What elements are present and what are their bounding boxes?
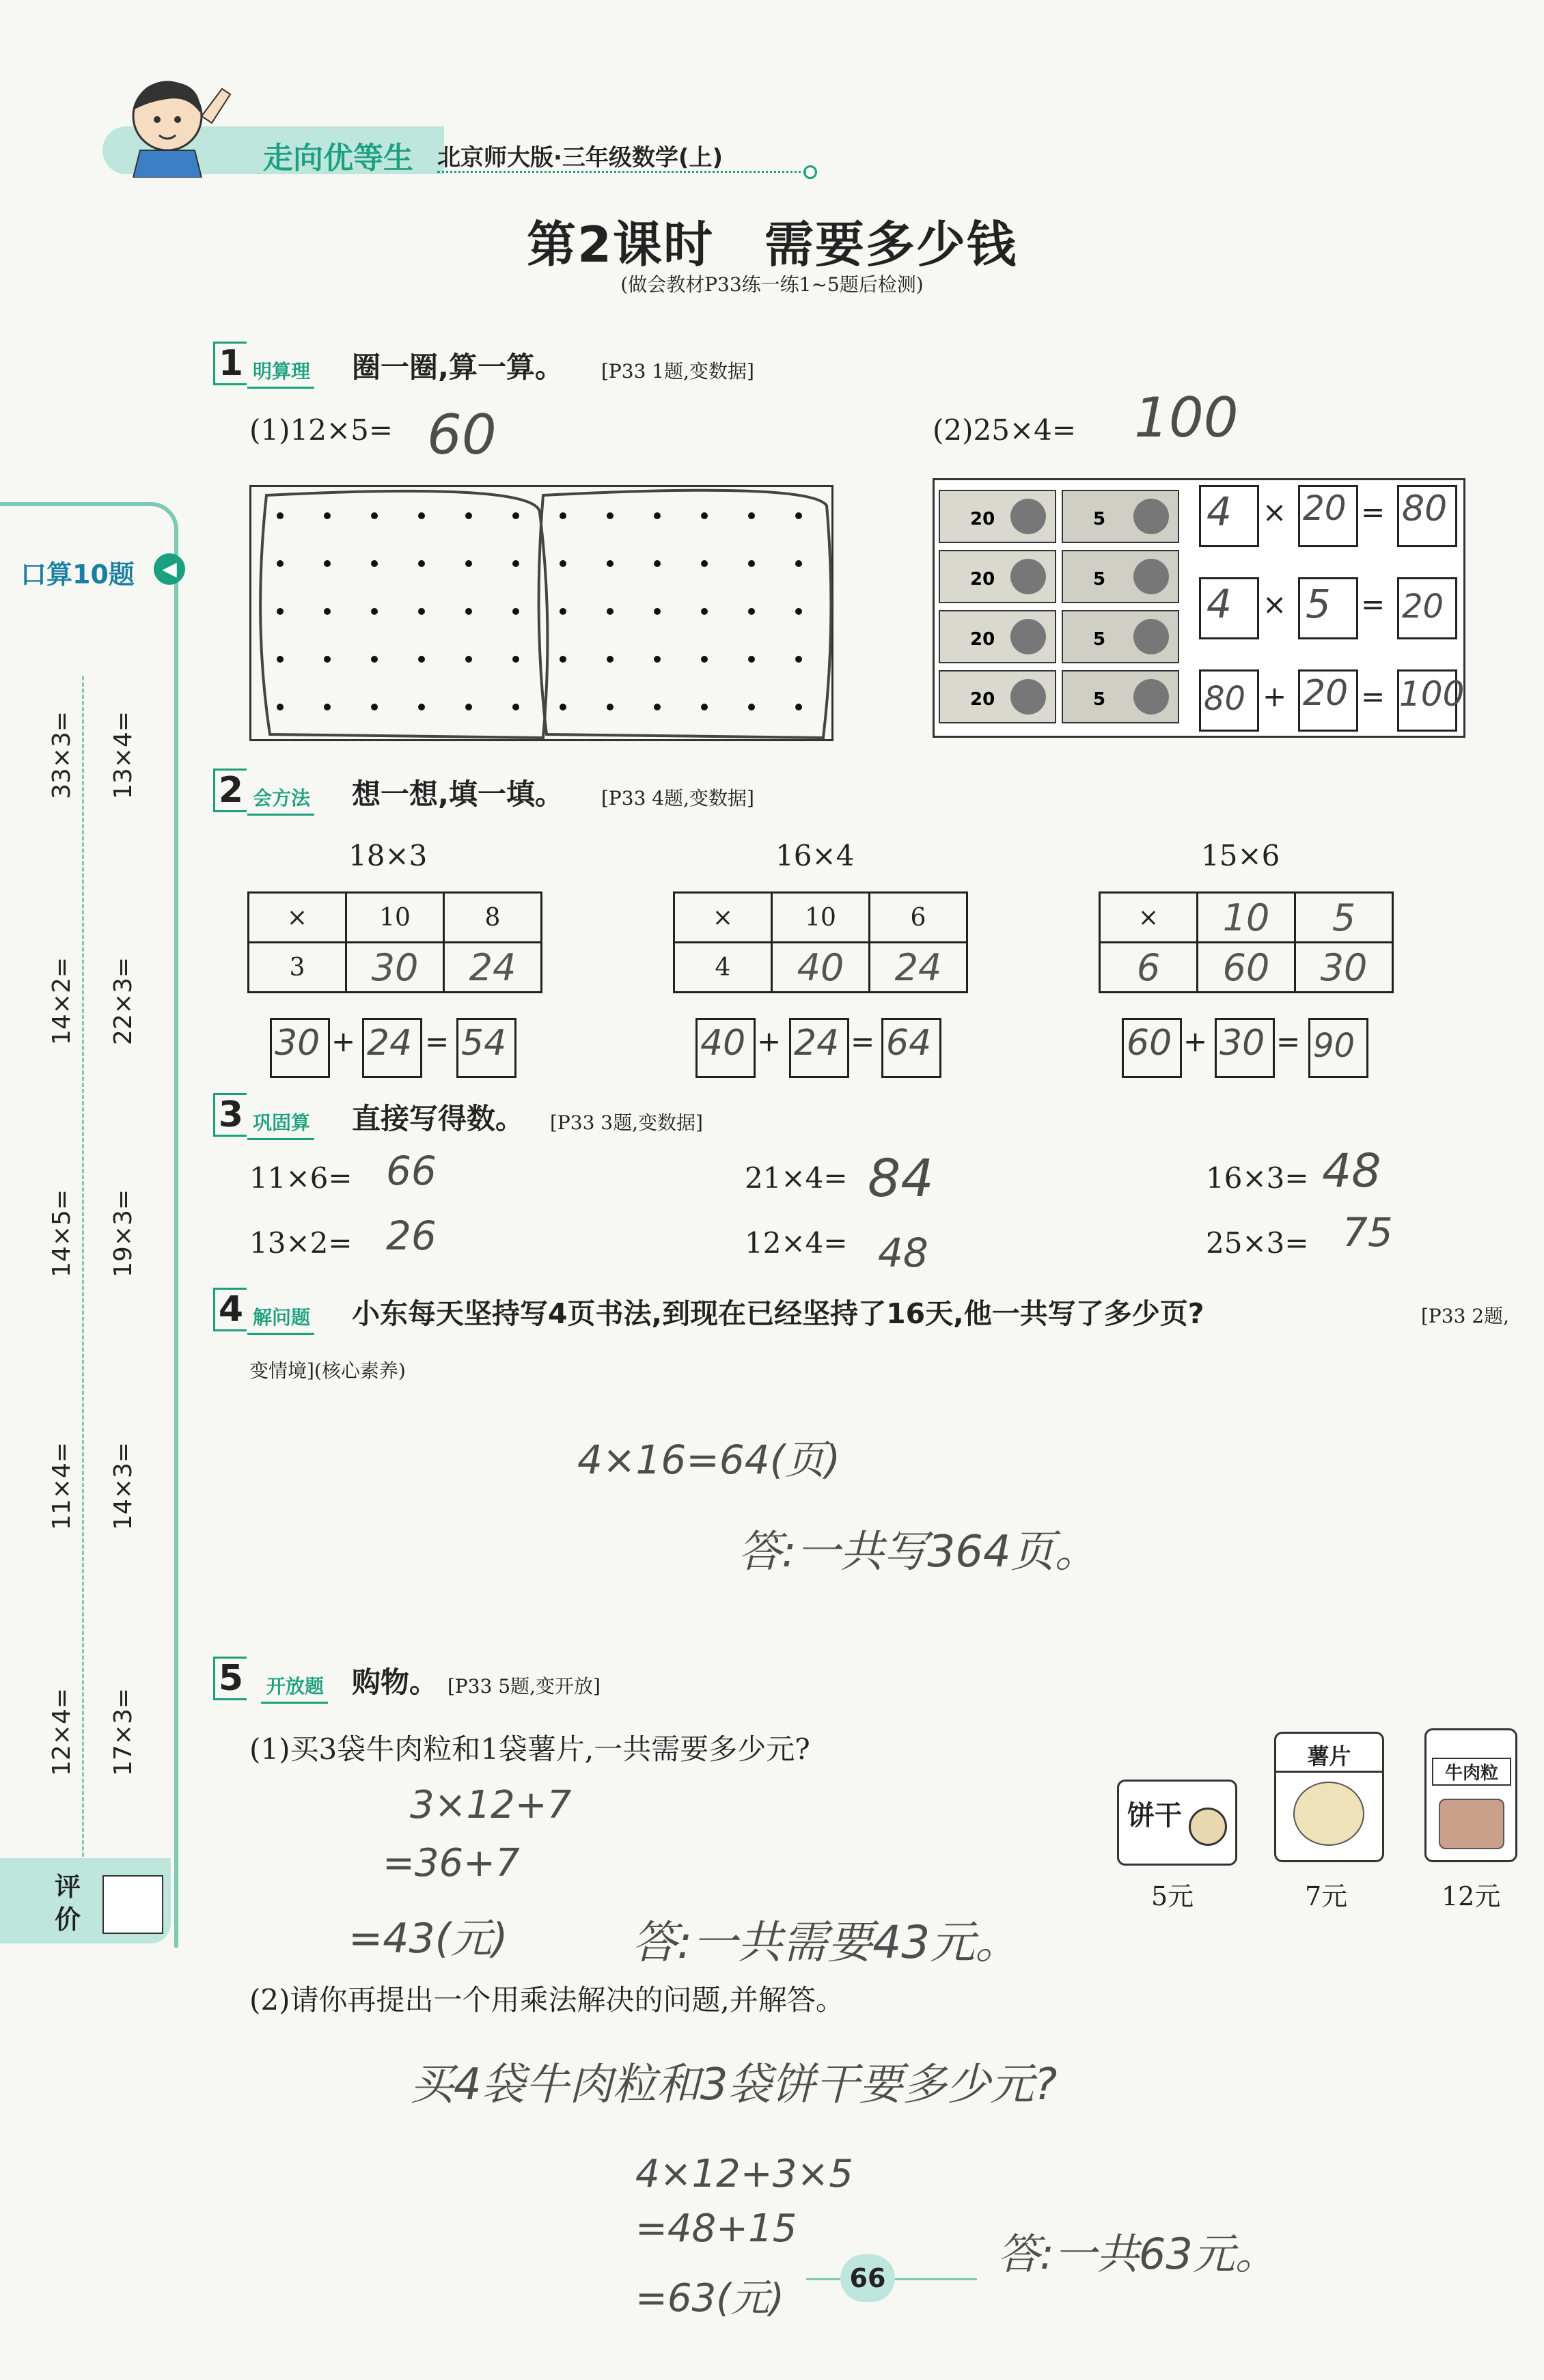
banknote-value: 5 <box>1093 689 1106 710</box>
equals-sign: = <box>851 1025 875 1058</box>
q1-box[interactable]: 80 <box>1199 669 1259 732</box>
q4-ref: [P33 2题, <box>1421 1305 1510 1327</box>
grid-dot <box>277 704 284 710</box>
table-cell-answer[interactable]: 6 <box>1100 943 1198 993</box>
oral-sidebar <box>0 502 178 1948</box>
grid-dot <box>418 656 425 663</box>
q2-box[interactable]: 40 <box>695 1018 756 1078</box>
grid-dot <box>607 608 614 615</box>
grid-dot <box>418 704 425 710</box>
table-cell: × <box>674 893 772 943</box>
grid-dot <box>277 560 284 567</box>
q3-item: 16×3= <box>1206 1161 1309 1195</box>
q5-part2: (2)请你再提出一个用乘法解决的问题,并解答。 <box>249 1983 844 2017</box>
multiply-sign: × <box>1263 495 1287 529</box>
q2-box[interactable]: 64 <box>881 1018 941 1078</box>
banknote-value: 20 <box>970 629 995 650</box>
grid-dot <box>371 512 378 519</box>
grid-dot <box>748 512 755 519</box>
oral-item: 33×3= <box>48 710 76 799</box>
q1-box[interactable]: 100 <box>1397 669 1457 732</box>
portrait-icon <box>1010 559 1046 594</box>
q5-question[interactable]: 买4袋牛肉粒和3袋饼干要多少元? <box>410 2060 1058 2110</box>
item-price: 12元 <box>1442 1881 1501 1911</box>
q1-box[interactable]: 80 <box>1397 485 1457 547</box>
plus-sign: + <box>1263 680 1287 713</box>
q3-answer[interactable]: 26 <box>386 1213 437 1259</box>
q3-item: 11×6= <box>249 1161 353 1195</box>
q1-part2: (2)25×4= <box>933 413 1077 447</box>
biscuit-icon <box>1189 1808 1227 1846</box>
grid-dot <box>701 656 708 663</box>
oral-item: 14×3= <box>109 1441 137 1530</box>
item-price: 7元 <box>1305 1881 1348 1911</box>
grid-dot <box>324 704 331 710</box>
grid-dot <box>512 704 519 710</box>
q3-item: 21×4= <box>745 1161 848 1195</box>
table-cell: × <box>249 893 346 943</box>
q2-box[interactable]: 24 <box>362 1018 422 1078</box>
q1-title: 圈一圈,算一算。 <box>352 350 564 384</box>
grid-dot <box>371 560 378 567</box>
grid-dot <box>512 512 519 519</box>
banknote-value: 20 <box>970 569 995 590</box>
grid-dot <box>701 512 708 519</box>
grid-dot <box>748 704 755 710</box>
portrait-icon <box>1010 679 1046 715</box>
q1-ref: [P33 1题,变数据] <box>601 360 754 383</box>
evaluation-label: 评价 <box>55 1872 81 1935</box>
table-cell-answer[interactable]: 60 <box>1198 943 1295 993</box>
q5-part1: (1)买3袋牛肉粒和1袋薯片,一共需要多少元? <box>249 1732 810 1766</box>
oral-item: 13×4= <box>109 710 137 799</box>
grid-dot <box>371 704 378 710</box>
q1-box[interactable]: 5 <box>1298 577 1358 639</box>
header-rule <box>437 171 806 173</box>
grid-dot <box>654 656 661 663</box>
q4-answer[interactable]: 答:一共写364页。 <box>738 1527 1099 1577</box>
table-cell: 10 <box>346 893 444 943</box>
grid-dot <box>277 656 284 663</box>
q5-number: 5 <box>213 1657 247 1700</box>
q3-tag: 巩固算 <box>247 1108 314 1140</box>
mascot-image <box>113 75 243 178</box>
dot-grid <box>249 485 833 741</box>
q1-box[interactable]: 4 <box>1199 577 1259 639</box>
banknote-value: 20 <box>970 509 995 529</box>
oral-label: 口算10题 <box>20 559 135 590</box>
q2-tag: 会方法 <box>247 784 314 816</box>
grid-dot <box>560 608 566 615</box>
item-name: 饼干 <box>1127 1800 1182 1831</box>
grid-dot <box>560 656 566 663</box>
table-cell-answer[interactable]: 30 <box>1295 943 1393 993</box>
banknote-value: 5 <box>1093 629 1106 650</box>
portrait-icon <box>1133 679 1169 715</box>
beef-pack-image <box>1424 1728 1517 1862</box>
oral-item: 14×2= <box>48 956 76 1045</box>
grid-dot <box>512 560 519 567</box>
grid-dot <box>795 560 802 567</box>
grid-dot <box>795 608 802 615</box>
portrait-icon <box>1133 499 1169 534</box>
grid-dot <box>465 512 472 519</box>
q2-title: 想一想,填一填。 <box>352 777 564 811</box>
grid-dot <box>701 608 708 615</box>
table-cell: 3 <box>249 943 346 993</box>
q2-table <box>247 891 542 993</box>
chips-icon <box>1293 1782 1364 1846</box>
grid-dot <box>748 608 755 615</box>
grid-dot <box>418 512 425 519</box>
series-title: 走向优等生 <box>263 141 413 176</box>
table-cell-answer[interactable]: 40 <box>772 943 870 993</box>
table-cell-answer[interactable]: 30 <box>346 943 444 993</box>
equals-sign: = <box>1361 587 1386 621</box>
q5-answer[interactable]: 答:一共63元。 <box>997 2229 1278 2279</box>
q4-ref-cont: 变情境](核心素养) <box>249 1359 406 1382</box>
grid-dot <box>748 656 755 663</box>
page-number: 66 <box>840 2254 895 2302</box>
oral-item: 22×3= <box>109 956 137 1045</box>
q4-number: 4 <box>213 1288 247 1331</box>
grid-dot <box>607 560 614 567</box>
portrait-icon <box>1133 619 1169 654</box>
table-cell: 4 <box>674 943 772 993</box>
q2-label: 15×6 <box>1201 839 1280 872</box>
item-name: 牛肉粒 <box>1432 1758 1511 1786</box>
grid-dot <box>654 704 661 710</box>
q5-work-line[interactable]: =63(元) <box>635 2276 784 2321</box>
lesson-note: (做会教材P33练一练1~5题后检测) <box>620 273 924 296</box>
q3-item: 25×3= <box>1206 1226 1309 1260</box>
chips-pack-image <box>1274 1732 1384 1862</box>
grid-dot <box>795 512 802 519</box>
grid-dot <box>748 560 755 567</box>
q3-item: 12×4= <box>745 1226 848 1260</box>
grid-dot <box>560 512 566 519</box>
q3-answer[interactable]: 66 <box>386 1148 437 1194</box>
portrait-icon <box>1010 619 1046 654</box>
q3-number: 3 <box>213 1093 247 1137</box>
table-cell-answer[interactable]: 24 <box>444 943 542 993</box>
q2-box[interactable]: 60 <box>1122 1018 1182 1078</box>
banknote-value: 20 <box>970 689 995 710</box>
beef-icon <box>1439 1799 1504 1849</box>
q3-answer[interactable]: 84 <box>868 1148 934 1208</box>
table-cell-answer[interactable]: 24 <box>870 943 967 993</box>
grid-dot <box>701 560 708 567</box>
grid-dot <box>512 656 519 663</box>
q5-work-line[interactable]: =43(元) <box>348 1915 508 1963</box>
q1-part2-answer[interactable]: 100 <box>1134 386 1239 449</box>
multiply-sign: × <box>1263 587 1287 621</box>
q2-label: 18×3 <box>348 839 428 872</box>
q2-table <box>673 891 968 993</box>
grid-dot <box>654 512 661 519</box>
equals-sign: = <box>1276 1025 1301 1058</box>
grid-dot <box>465 656 472 663</box>
grid-dot <box>418 560 425 567</box>
plus-sign: + <box>331 1025 356 1058</box>
q2-box[interactable]: 54 <box>456 1018 516 1078</box>
grid-dot <box>795 704 802 710</box>
oral-item: 12×4= <box>48 1687 76 1776</box>
q3-answer[interactable]: 75 <box>1342 1209 1393 1256</box>
grid-dot <box>512 608 519 615</box>
grid-dot <box>371 608 378 615</box>
table-cell-answer[interactable]: 5 <box>1295 893 1393 943</box>
plus-sign: + <box>757 1025 782 1058</box>
arrow-left-icon: ◀ <box>154 553 185 585</box>
banknote-value: 5 <box>1093 569 1106 590</box>
oral-item: 14×5= <box>48 1189 76 1277</box>
q5-answer[interactable]: 答:一共需要43元。 <box>632 1916 1021 1969</box>
q5-ref: [P33 5题,变开放] <box>447 1675 601 1698</box>
q3-item: 13×2= <box>249 1226 353 1260</box>
q5-title: 购物。 <box>352 1665 439 1699</box>
q2-box[interactable]: 24 <box>789 1018 849 1078</box>
equals-sign: = <box>1361 495 1386 529</box>
plus-sign: + <box>1183 1025 1208 1058</box>
grid-dot <box>277 512 284 519</box>
portrait-icon <box>1133 559 1169 594</box>
q2-table <box>1099 891 1394 993</box>
table-cell: × <box>1100 893 1198 943</box>
grid-dot <box>560 704 566 710</box>
grid-dot <box>324 656 331 663</box>
grid-dot <box>701 704 708 710</box>
lesson-title: 第2课时 需要多少钱 <box>526 216 1018 273</box>
header-dot <box>803 165 817 179</box>
q5-work-line[interactable]: 3×12+7 <box>410 1783 572 1827</box>
grid-dot <box>607 704 614 710</box>
grid-dot <box>654 560 661 567</box>
q4-tag: 解问题 <box>247 1303 314 1335</box>
edition-label: 北京师大版·三年级数学(上) <box>437 144 723 171</box>
q1-box[interactable]: 20 <box>1397 577 1457 639</box>
oral-item: 17×3= <box>109 1687 137 1776</box>
q2-box[interactable]: 30 <box>1215 1018 1275 1078</box>
table-cell-answer[interactable]: 10 <box>1198 893 1295 943</box>
q5-work-line[interactable]: =36+7 <box>383 1841 520 1885</box>
page-rule <box>895 2278 977 2280</box>
biscuit-pack-image <box>1117 1780 1237 1866</box>
q2-box[interactable]: 90 <box>1308 1018 1368 1078</box>
q1-part1: (1)12×5= <box>249 413 394 447</box>
equals-sign: = <box>1361 680 1386 713</box>
table-cell: 10 <box>772 893 870 943</box>
q2-number: 2 <box>213 769 247 812</box>
q3-ref: [P33 3题,变数据] <box>550 1111 703 1134</box>
page-rule <box>806 2278 840 2280</box>
q4-work[interactable]: 4×16=64(页) <box>577 1437 840 1483</box>
q1-box[interactable]: 20 <box>1298 669 1358 732</box>
grid-dot <box>560 560 566 567</box>
table-cell: 6 <box>870 893 967 943</box>
grid-dot <box>371 656 378 663</box>
q4-title: 小东每天坚持写4页书法,到现在已经坚持了16天,他一共写了多少页? <box>352 1297 1204 1330</box>
grid-dot <box>465 560 472 567</box>
q2-label: 16×4 <box>775 839 855 872</box>
q1-box[interactable]: 20 <box>1298 485 1358 547</box>
equals-sign: = <box>425 1025 450 1058</box>
oral-item: 11×4= <box>48 1441 76 1530</box>
q5-tag: 开放题 <box>261 1672 328 1704</box>
grid-dot <box>607 656 614 663</box>
grid-dot <box>277 608 284 615</box>
q3-answer[interactable]: 48 <box>1322 1144 1381 1198</box>
q5-work-line[interactable]: 4×12+3×5 <box>635 2152 853 2196</box>
grid-dot <box>607 512 614 519</box>
grid-dot <box>324 560 331 567</box>
banknote-value: 5 <box>1093 509 1106 529</box>
portrait-icon <box>1010 499 1046 534</box>
q1-box[interactable]: 4 <box>1199 485 1259 547</box>
grid-dot <box>465 704 472 710</box>
grid-dot <box>654 608 661 615</box>
q1-number: 1 <box>213 342 247 385</box>
grid-dot <box>418 608 425 615</box>
item-name: 薯片 <box>1276 1739 1382 1773</box>
grid-dot <box>324 608 331 615</box>
q2-box[interactable]: 30 <box>270 1018 330 1078</box>
q3-title: 直接写得数。 <box>352 1102 525 1135</box>
table-cell: 8 <box>444 893 542 943</box>
sidebar-divider <box>82 676 84 1906</box>
q5-work-line[interactable]: =48+15 <box>635 2206 797 2251</box>
q2-ref: [P33 4题,变数据] <box>601 787 754 810</box>
q3-answer[interactable]: 48 <box>878 1230 928 1276</box>
oral-item: 19×3= <box>109 1189 137 1277</box>
item-price: 5元 <box>1151 1881 1194 1911</box>
grid-dot <box>324 512 331 519</box>
evaluation-input[interactable] <box>102 1875 163 1934</box>
grid-dot <box>795 656 802 663</box>
q1-part1-answer[interactable]: 60 <box>427 403 497 467</box>
grid-dot <box>465 608 472 615</box>
q1-tag: 明算理 <box>247 357 314 389</box>
